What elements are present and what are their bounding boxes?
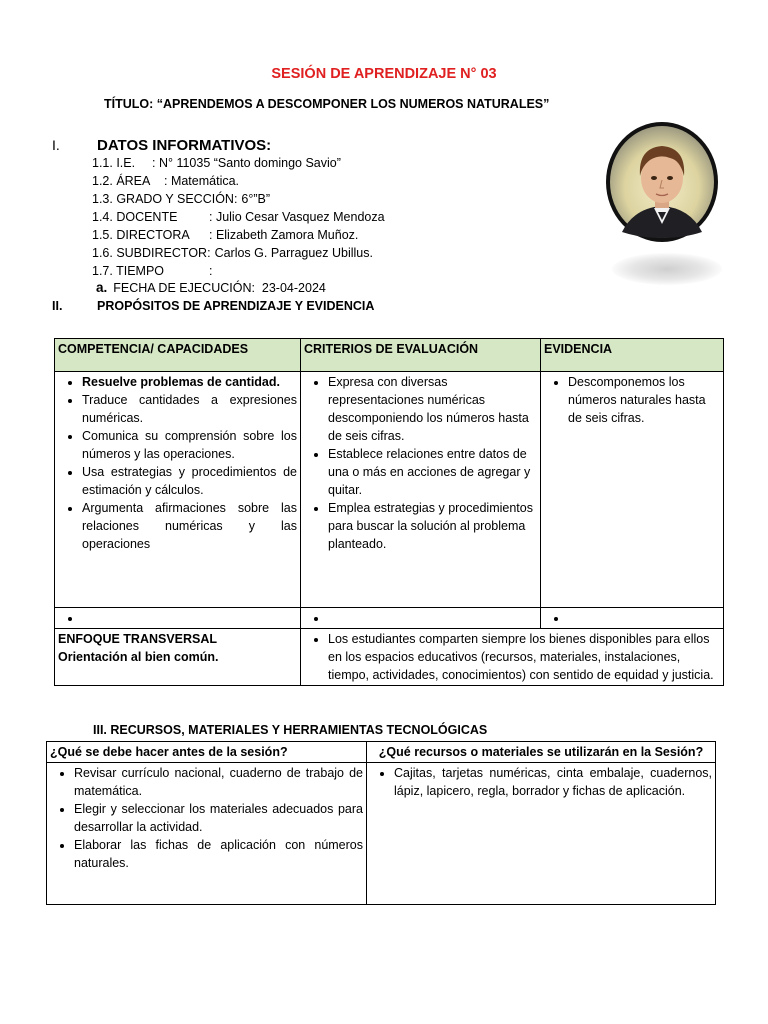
list-item: • Elegir y seleccionar los materiales adecuados para desarrollar la actividad. [74, 800, 363, 836]
list-item: • Emplea estrategias y procedimientos para buscar la solución al problema planteado. [328, 499, 537, 553]
criterios-cell [301, 372, 541, 608]
antes-cell [47, 763, 367, 905]
session-subtitle: TÍTULO: “APRENDEMOS A DESCOMPONER LOS NUMEROS NATURALES” [104, 97, 550, 111]
list-item: • Traduce cantidades a expresiones numéricas. [82, 391, 297, 427]
list-item: • Elaborar las fichas de aplicación con números naturales. [74, 836, 363, 872]
list-item: • Los estudiantes comparten siempre los bienes disponibles para ellos en los espacios educativos (recursos, materiales, instalaciones, tiempo, actividades, conocimientos) con sentido de equidad y justicia. [328, 630, 720, 684]
enfoque-title: ENFOQUE TRANSVERSAL [58, 632, 218, 646]
resources-table [46, 741, 716, 905]
saint-portrait-icon [604, 120, 720, 244]
info-item: 1.7. TIEMPO : [92, 264, 213, 278]
header-competencia: COMPETENCIA/ CAPACIDADES [55, 339, 301, 372]
table-header-row [55, 339, 724, 372]
section1-number: I. [52, 137, 60, 153]
portrait-shadow [612, 253, 722, 285]
enfoque-subtitle: Orientación al bien común. [58, 650, 219, 664]
header-criterios: CRITERIOS DE EVALUACIÓN [301, 339, 541, 372]
header-antes: ¿Qué se debe hacer antes de la sesión? [47, 742, 367, 763]
table-row [55, 372, 724, 608]
enfoque-text-cell [301, 629, 724, 686]
list-item: • Revisar currículo nacional, cuaderno de trabajo de matemática. [74, 764, 363, 800]
enfoque-row [55, 629, 724, 686]
list-item: • Usa estrategias y procedimientos de estimación y cálculos. [82, 463, 297, 499]
recursos-cell [367, 763, 716, 905]
info-item: 1.5. DIRECTORA : Elizabeth Zamora Muñoz. [92, 228, 359, 242]
empty-bullet [328, 609, 537, 627]
section3-title: III. RECURSOS, MATERIALES Y HERRAMIENTAS TECNOLÓGICAS [93, 723, 488, 737]
table-row [47, 763, 716, 905]
empty-bullet [82, 609, 297, 627]
list-item: • Descomponemos los números naturales hasta de seis cifras. [568, 373, 720, 427]
section1-title: DATOS INFORMATIVOS: [97, 137, 272, 154]
info-item: 1.4. DOCENTE : Julio Cesar Vasquez Mendoza [92, 210, 385, 224]
list-item: • Argumenta afirmaciones sobre las relaciones numéricas y las operaciones [82, 499, 297, 553]
info-item: 1.3. GRADO Y SECCIÓN: 6°”B” [92, 192, 271, 206]
evidencia-cell [541, 372, 724, 608]
list-item: • Expresa con diversas representaciones numéricas descomponiendo los números hasta de seis cifras. [328, 373, 537, 445]
purposes-table [54, 338, 724, 686]
list-item: • Resuelve problemas de cantidad. [82, 373, 297, 391]
enfoque-cell [55, 629, 301, 686]
section2-title: PROPÓSITOS DE APRENDIZAJE Y EVIDENCIA [97, 299, 375, 313]
info-item: 1.2. ÁREA : Matemática. [92, 174, 240, 188]
list-item: • Cajitas, tarjetas numéricas, cinta embalaje, cuadernos, lápiz, lapicero, regla, borrador y fichas de aplicación. [394, 764, 712, 800]
section2-number: II. [52, 299, 63, 313]
execution-date: a. FECHA DE EJECUCIÓN: 23-04-2024 [96, 280, 326, 295]
table-row-empty [55, 608, 724, 629]
header-evidencia: EVIDENCIA [541, 339, 724, 372]
table-header-row [47, 742, 716, 763]
competencias-cell [55, 372, 301, 608]
header-recursos: ¿Qué recursos o materiales se utilizarán en la Sesión? [367, 742, 716, 763]
document-title: SESIÓN DE APRENDIZAJE N° 03 [271, 66, 497, 82]
info-item: 1.1. I.E. : N° 11035 “Santo domingo Savio” [92, 156, 341, 170]
list-item: • Establece relaciones entre datos de una o más en acciones de agregar y quitar. [328, 445, 537, 499]
info-item: 1.6. SUBDIRECTOR: Carlos G. Parraguez Ubillus. [92, 246, 373, 260]
list-item: • Comunica su comprensión sobre los números y las operaciones. [82, 427, 297, 463]
empty-bullet [568, 609, 720, 627]
